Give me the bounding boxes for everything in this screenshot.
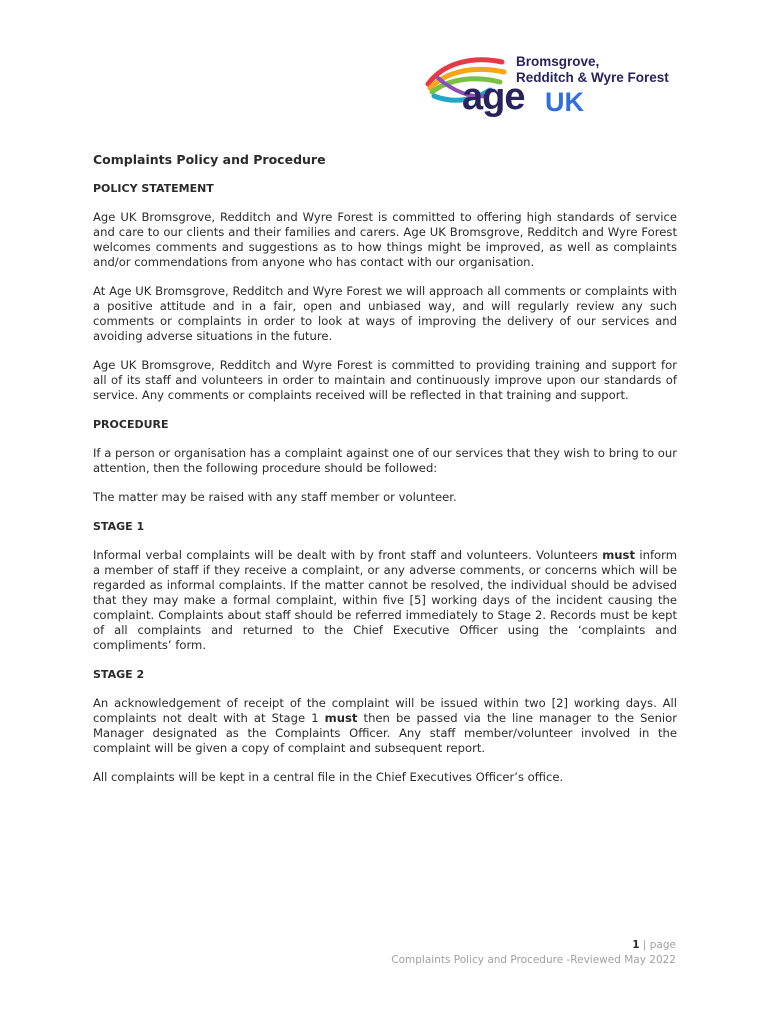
document-body: [93, 152, 677, 799]
logo-age-text: age: [462, 76, 525, 118]
page-number: 1: [632, 939, 640, 951]
stage-2-paragraph: An acknowledgement of receipt of the complaint will be issued within two [2] working days. All complaints not dealt with at Stage 1 must then be passed via the line manager to the Senior Manager designated as the Complaints Officer. Any staff member/volunteer involved in the complaint will be given a copy of complaint and subsequent report.: [93, 696, 677, 755]
document-reference: Complaints Policy and Procedure -Reviewed May 2022: [391, 954, 676, 966]
emphasis-must: must: [324, 711, 358, 725]
logo-uk-text: UK: [545, 87, 584, 117]
age-uk-logo: [424, 48, 674, 128]
document-title: Complaints Policy and Procedure: [93, 152, 326, 167]
policy-paragraph: At Age UK Bromsgrove, Redditch and Wyre Forest we will approach all comments or complaints with a positive attitude and in a fair, open and unbiased way, and will regularly review any such comments or complaints in order to look at ways of improving the delivery of our services and avoiding adverse situations in the future.: [93, 284, 677, 343]
procedure-heading: PROCEDURE: [93, 418, 169, 431]
stage-1-paragraph: Informal verbal complaints will be dealt with by front staff and volunteers. Volunteers must inform a member of staff if they receive a complaint, or any adverse comments, or concerns which will be regarded as informal complaints. If the matter cannot be resolved, the individual should be advised that they may make a formal complaint, within five [5] working days of the incident causing the complaint. Complaints about staff should be referred immediately to Stage 2. Records must be kept of all complaints and returned to the Chief Executive Officer using the ‘complaints and compliments’ form.: [93, 548, 677, 652]
policy-paragraph: Age UK Bromsgrove, Redditch and Wyre Forest is committed to offering high standards of service and care to our clients and their families and carers. Age UK Bromsgrove, Redditch and Wyre Forest welcomes comments and suggestions as to how things might be improved, as well as complaints and/or commendations from anyone who has contact with our organisation.: [93, 210, 677, 269]
page-indicator: [391, 938, 676, 953]
page-label: page: [649, 939, 676, 951]
stage-2-heading: STAGE 2: [93, 668, 145, 681]
branch-name: Bromsgrove, Redditch & Wyre Forest: [516, 54, 669, 85]
stage-1-heading: STAGE 1: [93, 520, 145, 533]
page-footer: [391, 938, 676, 968]
policy-statement-heading: POLICY STATEMENT: [93, 182, 214, 195]
procedure-paragraph: The matter may be raised with any staff member or volunteer.: [93, 490, 457, 504]
emphasis-must: must: [602, 548, 635, 562]
page-separator: |: [639, 939, 650, 951]
policy-paragraph: Age UK Bromsgrove, Redditch and Wyre Forest is committed to providing training and support for all of its staff and volunteers in order to maintain and continuously improve upon our standards of service. Any comments or complaints received will be reflected in that training and support.: [93, 358, 677, 402]
closing-paragraph: All complaints will be kept in a central file in the Chief Executives Officer’s office.: [93, 770, 564, 784]
procedure-paragraph: If a person or organisation has a complaint against one of our services that they wish to bring to our attention, then the following procedure should be followed:: [93, 446, 677, 475]
